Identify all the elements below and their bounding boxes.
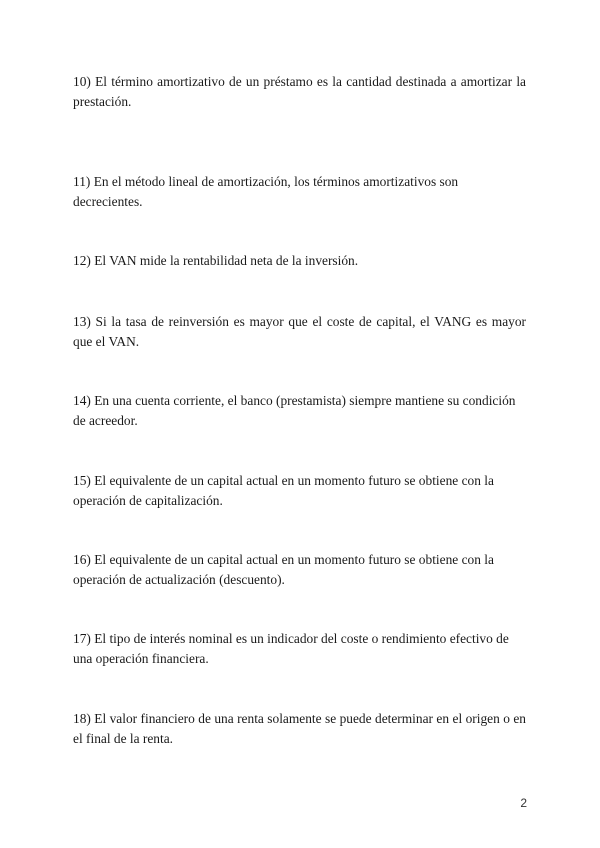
statement-12: 12) El VAN mide la rentabilidad neta de la inversión. bbox=[73, 253, 359, 268]
statement-16: 16) El equivalente de un capital actual en un momento futuro se obtiene con la operación de actualización (descuento). bbox=[73, 552, 494, 587]
statement-18: 18) El valor financiero de una renta solamente se puede determinar en el origen o en el final de la renta. bbox=[73, 711, 526, 746]
statement-13: 13) Si la tasa de reinversión es mayor que el coste de capital, el VANG es mayor que el VAN. bbox=[73, 314, 526, 349]
page-number: 2 bbox=[520, 796, 527, 810]
statement-15: 15) El equivalente de un capital actual en un momento futuro se obtiene con la operación de capitalización. bbox=[73, 473, 494, 508]
statement-11: 11) En el método lineal de amortización, los términos amortizativos son decrecientes. bbox=[73, 174, 459, 209]
statement-14: 14) En una cuenta corriente, el banco (prestamista) siempre mantiene su condición de acreedor. bbox=[73, 393, 516, 428]
statement-17: 17) El tipo de interés nominal es un indicador del coste o rendimiento efectivo de una operación financiera. bbox=[73, 631, 509, 666]
statement-10: 10) El término amortizativo de un préstamo es la cantidad destinada a amortizar la prestación. bbox=[73, 74, 526, 109]
